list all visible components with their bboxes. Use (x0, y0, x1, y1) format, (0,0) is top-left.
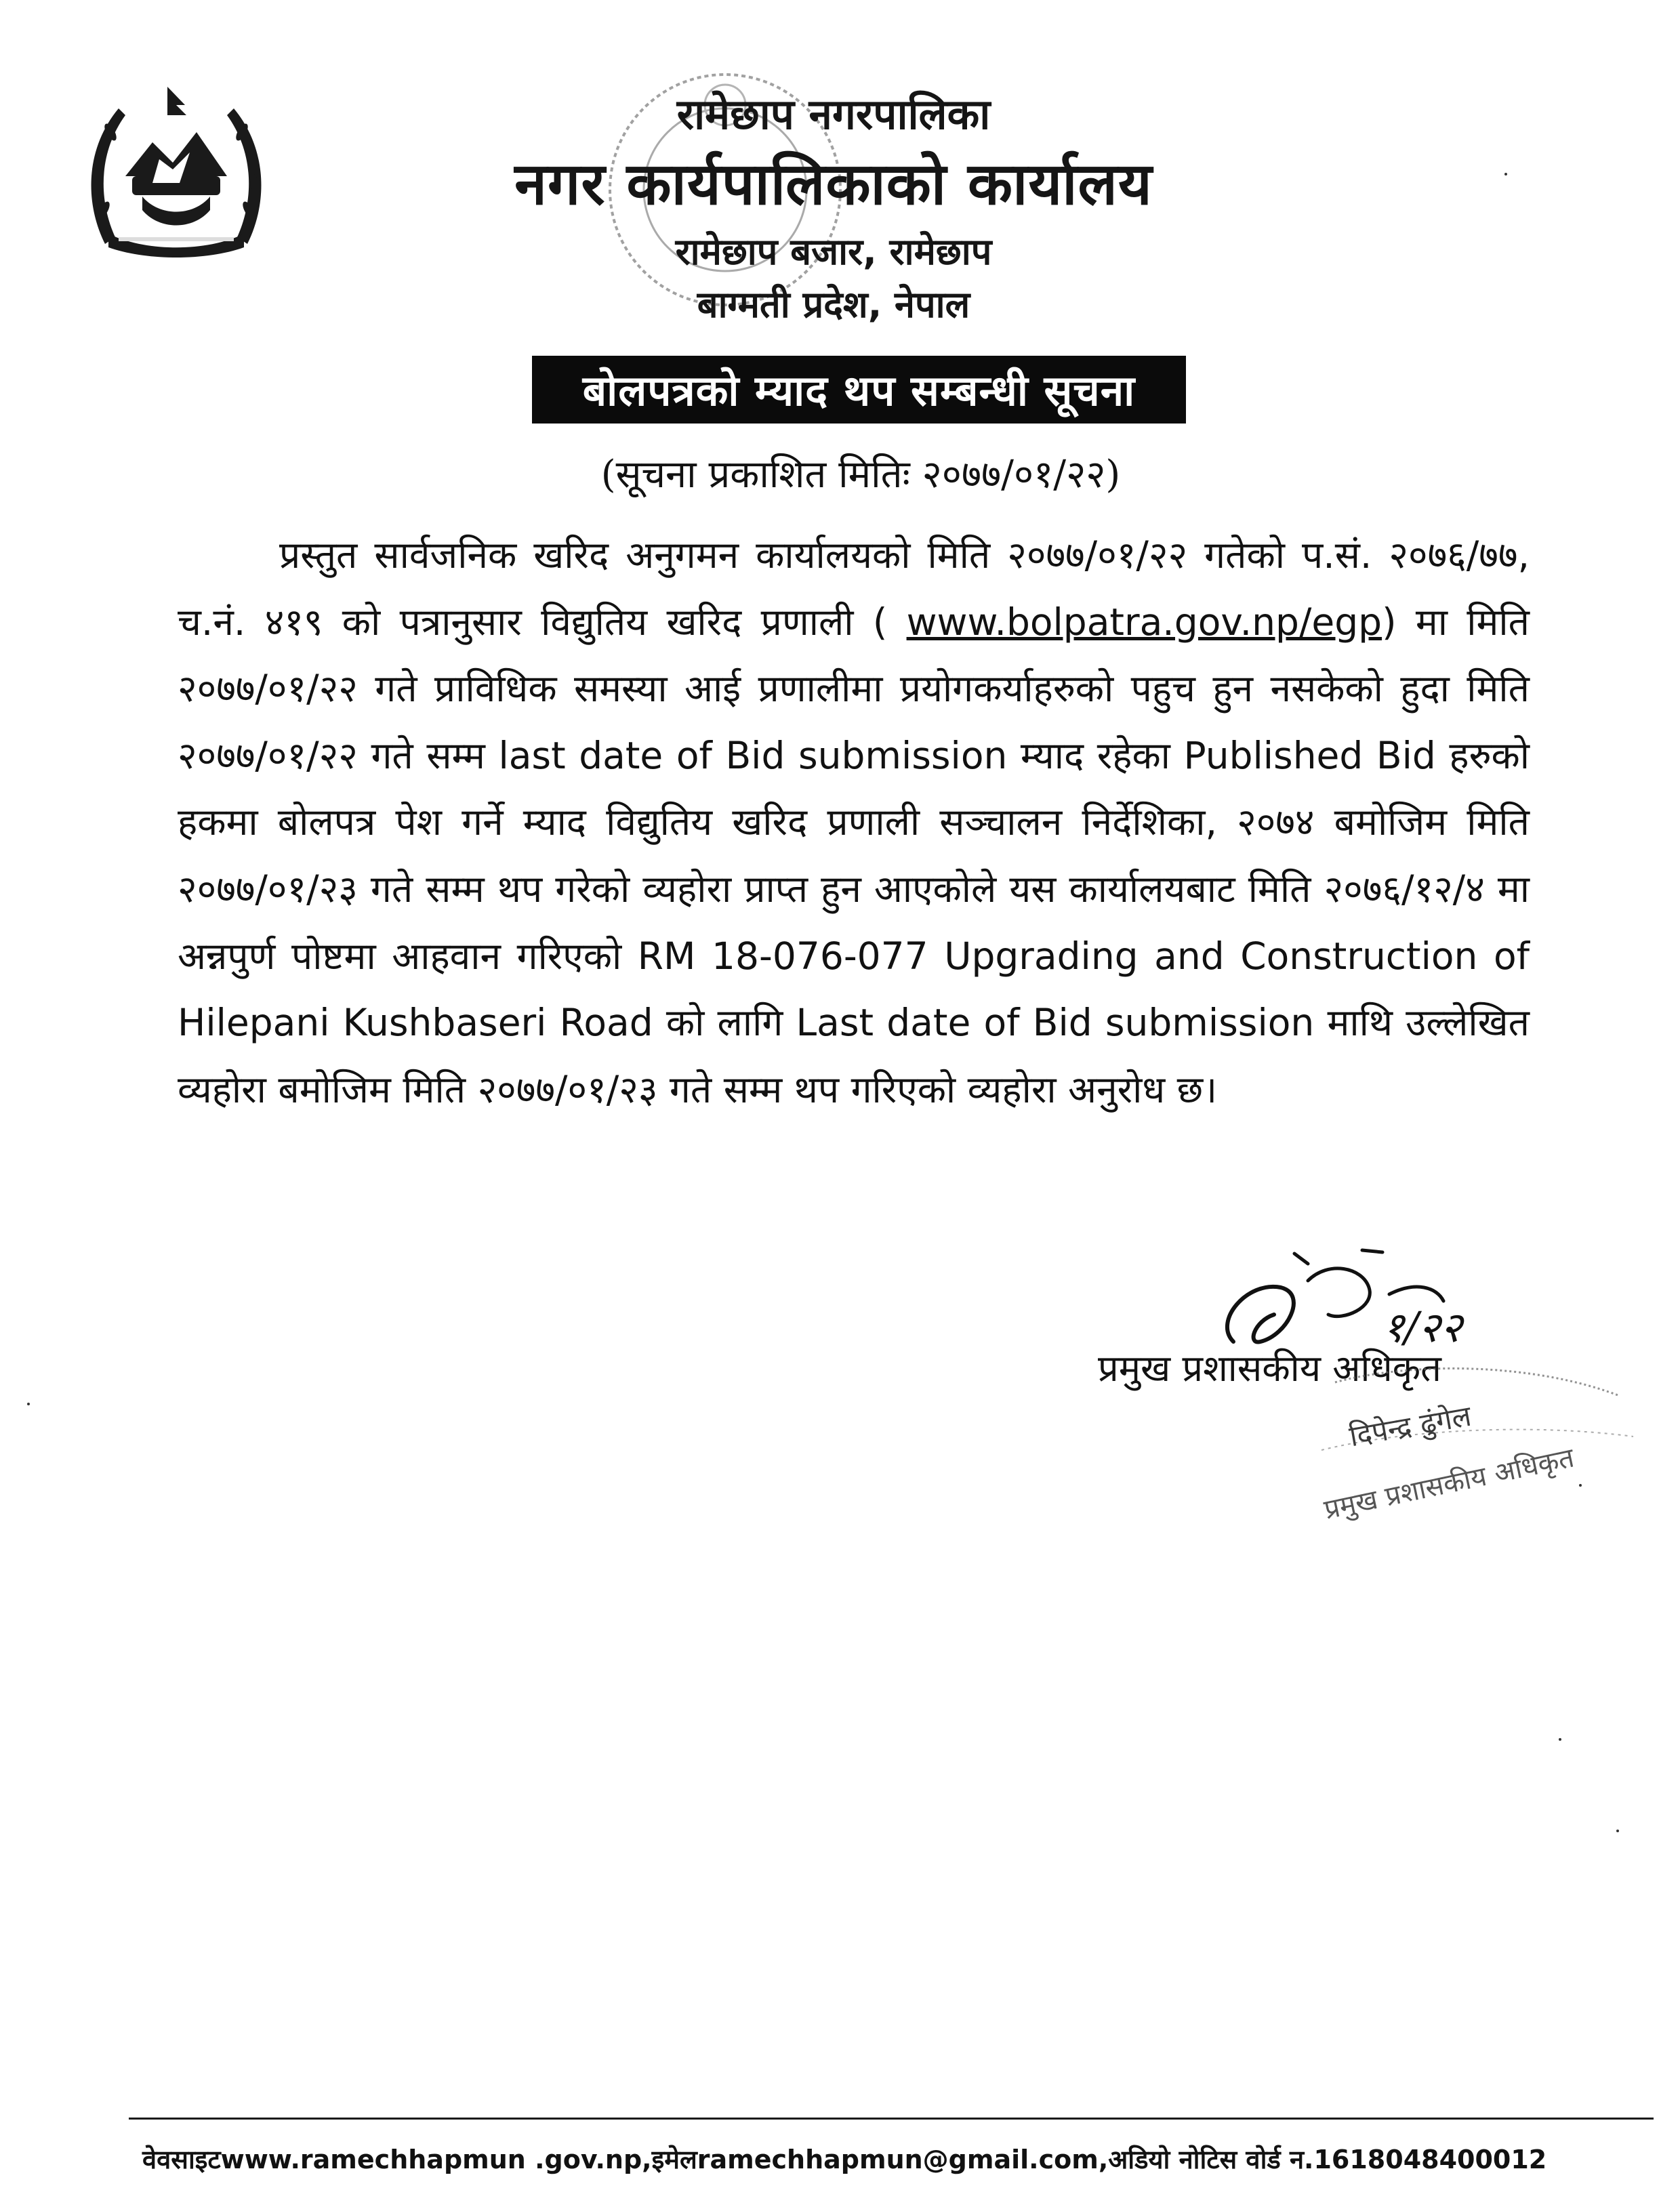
office-address: रामेछाप बजार, रामेछाप (675, 230, 992, 273)
nepal-emblem-icon (78, 75, 274, 257)
scan-speck (1579, 1484, 1582, 1487)
footer-contact: वेवसाइटwww.ramechhapmun .gov.np,इमेलramechhapmun@gmail.com,अडियो नोटिस वोर्ड न.1618048400012 (142, 2145, 1547, 2174)
bolpatra-link[interactable]: www.bolpatra.gov.np/egp (906, 600, 1382, 644)
scan-speck (1559, 1738, 1561, 1741)
notice-body (178, 522, 1530, 1123)
office-name: नगर कार्यपालिकाको कार्यालय (514, 150, 1153, 218)
scan-speck (1616, 1830, 1619, 1832)
scan-speck (1504, 173, 1507, 176)
signatory-title: प्रमुख प्रशासकीय अधिकृत (1098, 1347, 1441, 1390)
stamp-officer-name: दिपेन्द्र ढुंगेल (1347, 1399, 1474, 1453)
stamp-officer-role: प्रमुख प्रशासकीय अधिकृत (1321, 1442, 1577, 1526)
office-province: बाग्मती प्रदेश, नेपाल (697, 283, 970, 326)
footer-divider (129, 2118, 1654, 2120)
body-part-2: ) मा मिति २०७७/०१/२२ गते प्राविधिक समस्या आई प्रणालीमा प्रयोगकर्याहरुको पहुच हुन नसकेको हुदा मिति २०७७/०१/२२ गते सम्म last date of Bid submission म्याद रहेका Published Bid हरुको हकमा बोलपत्र पेश गर्ने म्याद विद्युतिय खरिद प्रणाली सञ्चालन निर्देशिका, २०७४ बमोजिम मिति २०७७/०१/२३ गते सम्म थप गरेको व्यहोरा प्राप्त हुन आएकोले यस कार्यालयबाट मिति २०७६/१२/४ मा अन्नपुर्ण पोष्टमा आहवान गरिएको RM 18-076-077 Upgrading and Construction of Hilepani Kushbaseri Road को लागि Last date of Bid submission माथि उल्लेखित व्यहोरा बमोजिम मिति २०७७/०१/२३ गते सम्म थप गरिएको व्यहोरा अनुरोध छ। (178, 600, 1530, 1111)
published-date: (सूचना प्रकाशित मितिः २०७७/०१/२२) (600, 453, 1121, 497)
scan-speck (27, 1403, 30, 1405)
notice-title: बोलपत्रको म्याद थप सम्बन्धी सूचना (532, 356, 1186, 424)
body-part-1: प्रस्तुत सार्वजनिक खरिद अनुगमन कार्यालयको मिति २०७७/०१/२२ गतेको प.सं. २०७६/७७, च.नं. ४१९ को पत्रानुसार विद्युतिय खरिद प्रणाली ( (178, 533, 1530, 644)
handwritten-date: १/२२ (1382, 1302, 1462, 1352)
municipality-name: रामेछाप नगरपालिका (676, 89, 991, 139)
